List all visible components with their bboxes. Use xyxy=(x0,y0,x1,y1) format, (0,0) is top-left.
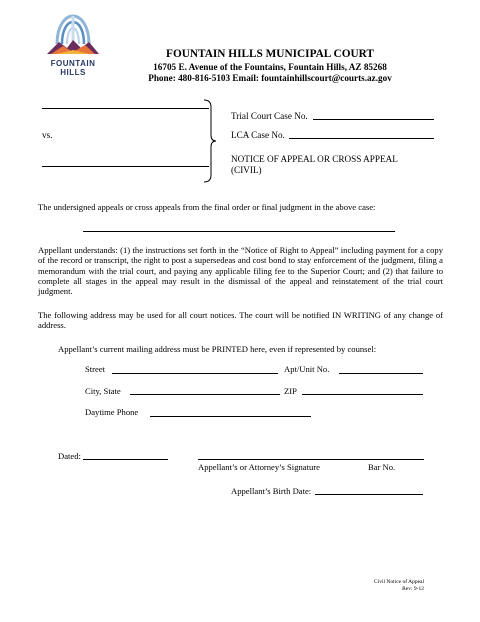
signature-field[interactable] xyxy=(198,459,424,460)
vs-label: vs. xyxy=(42,130,53,140)
court-contact: Phone: 480-816-5103 Email: fountainhillscourt@courts.az.gov xyxy=(148,73,392,83)
fountain-hills-logo-icon xyxy=(43,12,103,60)
appeal-statement: The undersigned appeals or cross appeals from the final order or final judgment in the above case: xyxy=(38,202,376,212)
logo-text-line1: FOUNTAIN xyxy=(50,59,96,68)
caption-bracket xyxy=(203,99,217,183)
final-order-field[interactable] xyxy=(83,231,395,232)
logo-text-line2: HILLS xyxy=(60,68,86,77)
court-logo xyxy=(38,12,108,76)
apt-label: Apt/Unit No. xyxy=(284,364,330,374)
daytime-phone-label: Daytime Phone xyxy=(85,407,139,417)
lca-case-field[interactable] xyxy=(289,138,434,139)
bar-no-label: Bar No. xyxy=(368,462,396,472)
address-notice-paragraph: The following address may be used for all court notices. The court will be notified IN WRITING of any change of address. xyxy=(38,310,443,331)
daytime-phone-field[interactable] xyxy=(150,416,311,417)
trial-case-label: Trial Court Case No. xyxy=(231,111,308,121)
trial-case-field[interactable] xyxy=(313,119,434,120)
notice-title-line1: NOTICE OF APPEAL OR CROSS APPEAL xyxy=(231,154,398,164)
dated-field[interactable] xyxy=(83,459,168,460)
footer-revision: Rev: 9-12 xyxy=(402,586,424,592)
notice-title-line2: (CIVIL) xyxy=(231,165,262,175)
street-label: Street xyxy=(85,364,106,374)
birth-date-label: Appellant’s Birth Date: xyxy=(231,486,312,496)
party-line-1[interactable] xyxy=(42,108,209,109)
zip-label: ZIP xyxy=(284,386,297,396)
court-address: 16705 E. Avenue of the Fountains, Fountain Hills, AZ 85268 xyxy=(153,62,387,72)
court-name: FOUNTAIN HILLS MUNICIPAL COURT xyxy=(166,48,374,60)
zip-field[interactable] xyxy=(302,394,423,395)
dated-label: Dated: xyxy=(58,451,81,461)
lca-case-label: LCA Case No. xyxy=(231,130,285,140)
footer-form-name: Civil Notice of Appeal xyxy=(374,579,424,585)
city-state-field[interactable] xyxy=(130,394,280,395)
mailing-address-intro: Appellant’s current mailing address must be PRINTED here, even if represented by counsel: xyxy=(58,344,377,354)
birth-date-field[interactable] xyxy=(315,494,423,495)
apt-field[interactable] xyxy=(339,373,423,374)
signature-label: Appellant’s or Attorney’s Signature xyxy=(198,462,320,472)
party-line-2[interactable] xyxy=(42,166,209,167)
street-field[interactable] xyxy=(112,373,278,374)
appellant-understands-paragraph: Appellant understands: (1) the instructions set forth in the “Notice of Right to Appeal” including payment for a copy of the record or transcript, the right to post a supersedeas and cost bond to stay enforcement of the judgment, filing a memorandum with the trial court, and paying any applicable filing fee to the Superior Court; and (2) that failure to complete all stages in the appeal may result in the dismissal of the appeal and reinstatement of the trial court judgment. xyxy=(38,245,443,297)
city-state-label: City, State xyxy=(85,386,121,396)
